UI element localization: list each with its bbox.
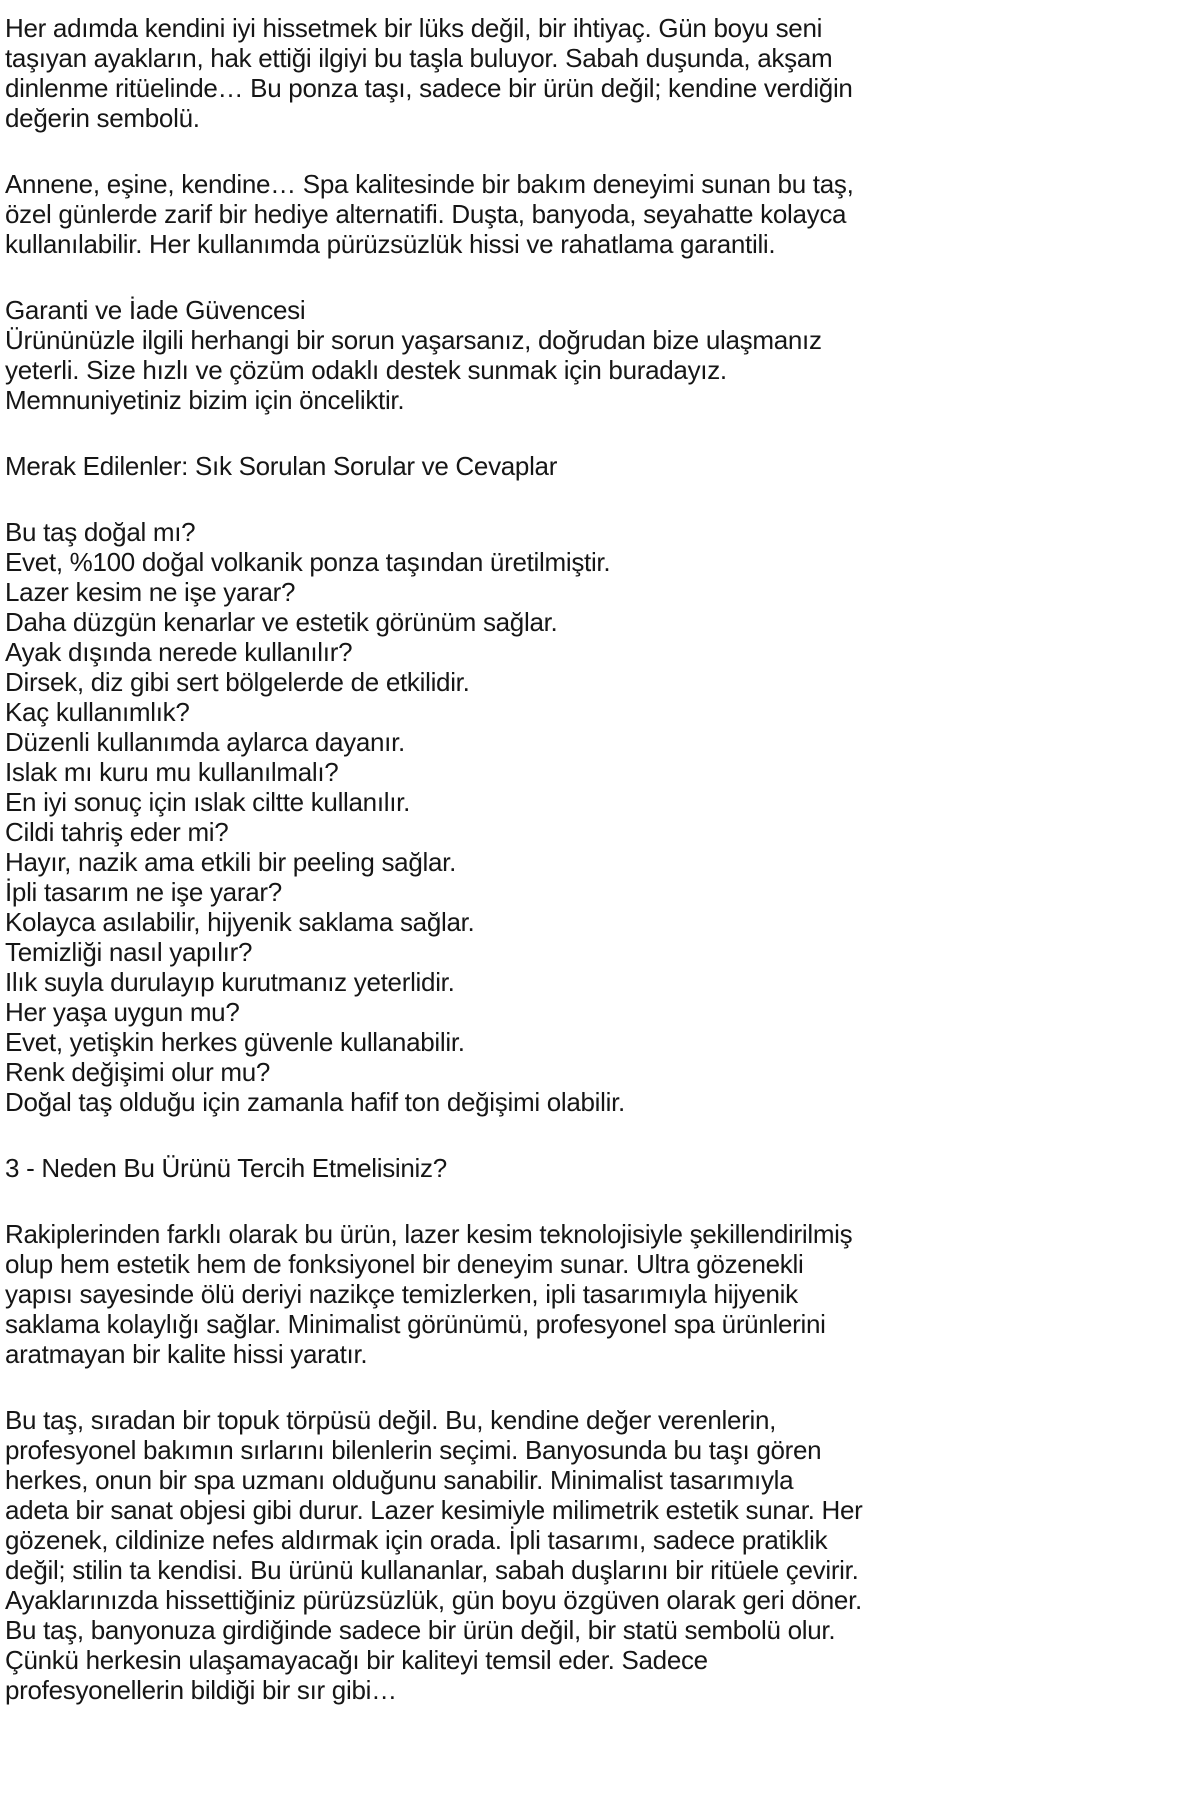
why-paragraph (5, 1219, 1170, 1369)
text-line: Memnuniyetiniz bizim için önceliktir. (5, 385, 405, 415)
text-line: Her adımda kendini iyi hissetmek bir lüks değil, bir ihtiyaç. Gün boyu seni (5, 13, 823, 43)
text-line: herkes, onun bir spa uzmanı olduğunu sanabilir. Minimalist tasarımıyla (5, 1465, 794, 1495)
text-line: Hayır, nazik ama etkili bir peeling sağlar. (5, 847, 456, 877)
closing-paragraph (5, 1405, 1170, 1705)
text-line: Ürününüzle ilgili herhangi bir sorun yaşarsanız, doğrudan bize ulaşmanız (5, 325, 822, 355)
text-line: İpli tasarım ne işe yarar? (5, 877, 282, 907)
text-line: Bu taş, sıradan bir topuk törpüsü değil. Bu, kendine değer verenlerin, (5, 1405, 777, 1435)
text-line: değil; stilin ta kendisi. Bu ürünü kullananlar, sabah duşlarını bir ritüele çevirir. (5, 1555, 859, 1585)
text-line: Ilık suyla durulayıp kurutmanız yeterlidir. (5, 967, 455, 997)
text-line: Daha düzgün kenarlar ve estetik görünüm sağlar. (5, 607, 558, 637)
text-line: Düzenli kullanımda aylarca dayanır. (5, 727, 405, 757)
intro-paragraph (5, 13, 1170, 133)
text-line: En iyi sonuç için ıslak ciltte kullanılır. (5, 787, 411, 817)
text-line: Ayak dışında nerede kullanılır? (5, 637, 353, 667)
text-line: gözenek, cildinize nefes aldırmak için orada. İpli tasarımı, sadece pratiklik (5, 1525, 828, 1555)
text-line: taşıyan ayakların, hak ettiği ilgiyi bu taşla buluyor. Sabah duşunda, akşam (5, 43, 833, 73)
text-line: değerin sembolü. (5, 103, 200, 133)
text-line: aratmayan bir kalite hissi yaratır. (5, 1339, 368, 1369)
text-line: yapısı sayesinde ölü deriyi nazikçe temizlerken, ipli tasarımıyla hijyenik (5, 1279, 798, 1309)
text-line: Cildi tahriş eder mi? (5, 817, 229, 847)
text-line: saklama kolaylığı sağlar. Minimalist görünümü, profesyonel spa ürünlerini (5, 1309, 826, 1339)
text-line: Her yaşa uygun mu? (5, 997, 240, 1027)
text-line: Ayaklarınızda hissettiğiniz pürüzsüzlük, gün boyu özgüven olarak geri döner. (5, 1585, 862, 1615)
text-line: Çünkü herkesin ulaşamayacağı bir kaliteyi temsil eder. Sadece (5, 1645, 708, 1675)
text-line: Evet, %100 doğal volkanik ponza taşından üretilmiştir. (5, 547, 611, 577)
text-line: Merak Edilenler: Sık Sorulan Sorular ve Cevaplar (5, 451, 558, 481)
why-section-heading (5, 1153, 1170, 1183)
text-line: Evet, yetişkin herkes güvenle kullanabilir. (5, 1027, 465, 1057)
text-line: Kolayca asılabilir, hijyenik saklama sağlar. (5, 907, 475, 937)
faq-list (5, 517, 1170, 1117)
text-line: Dirsek, diz gibi sert bölgelerde de etkilidir. (5, 667, 470, 697)
text-line: Doğal taş olduğu için zamanla hafif ton değişimi olabilir. (5, 1087, 625, 1117)
text-line: profesyonellerin bildiği bir sır gibi… (5, 1675, 397, 1705)
text-line: Bu taş, banyonuza girdiğinde sadece bir ürün değil, bir statü sembolü olur. (5, 1615, 836, 1645)
text-line: profesyonel bakımın sırlarını bilenlerin seçimi. Banyosunda bu taşı gören (5, 1435, 822, 1465)
text-line: Annene, eşine, kendine… Spa kalitesinde bir bakım deneyimi sunan bu taş, (5, 169, 854, 199)
text-line: Kaç kullanımlık? (5, 697, 190, 727)
text-line: olup hem estetik hem de fonksiyonel bir deneyim sunar. Ultra gözenekli (5, 1249, 804, 1279)
text-line: Bu taş doğal mı? (5, 517, 196, 547)
text-line: özel günlerde zarif bir hediye alternatifi. Duşta, banyoda, seyahatte kolayca (5, 199, 847, 229)
text-line: Renk değişimi olur mu? (5, 1057, 271, 1087)
document-text-blocks (5, 13, 1170, 1705)
guarantee-paragraph (5, 295, 1170, 415)
text-line: Garanti ve İade Güvencesi (5, 295, 306, 325)
text-line: 3 - Neden Bu Ürünü Tercih Etmelisiniz? (5, 1153, 447, 1183)
text-line: yeterli. Size hızlı ve çözüm odaklı destek sunmak için buradayız. (5, 355, 727, 385)
text-line: Rakiplerinden farklı olarak bu ürün, lazer kesim teknolojisiyle şekillendirilmiş (5, 1219, 853, 1249)
gift-paragraph (5, 169, 1170, 259)
text-line: dinlenme ritüelinde… Bu ponza taşı, sadece bir ürün değil; kendine verdiğin (5, 73, 853, 103)
text-line: adeta bir sanat objesi gibi durur. Lazer kesimiyle milimetrik estetik sunar. Her (5, 1495, 863, 1525)
text-line: Islak mı kuru mu kullanılmalı? (5, 757, 339, 787)
text-line: Lazer kesim ne işe yarar? (5, 577, 296, 607)
faq-heading (5, 451, 1170, 481)
text-line: Temizliği nasıl yapılır? (5, 937, 253, 967)
text-line: kullanılabilir. Her kullanımda pürüzsüzlük hissi ve rahatlama garantili. (5, 229, 776, 259)
